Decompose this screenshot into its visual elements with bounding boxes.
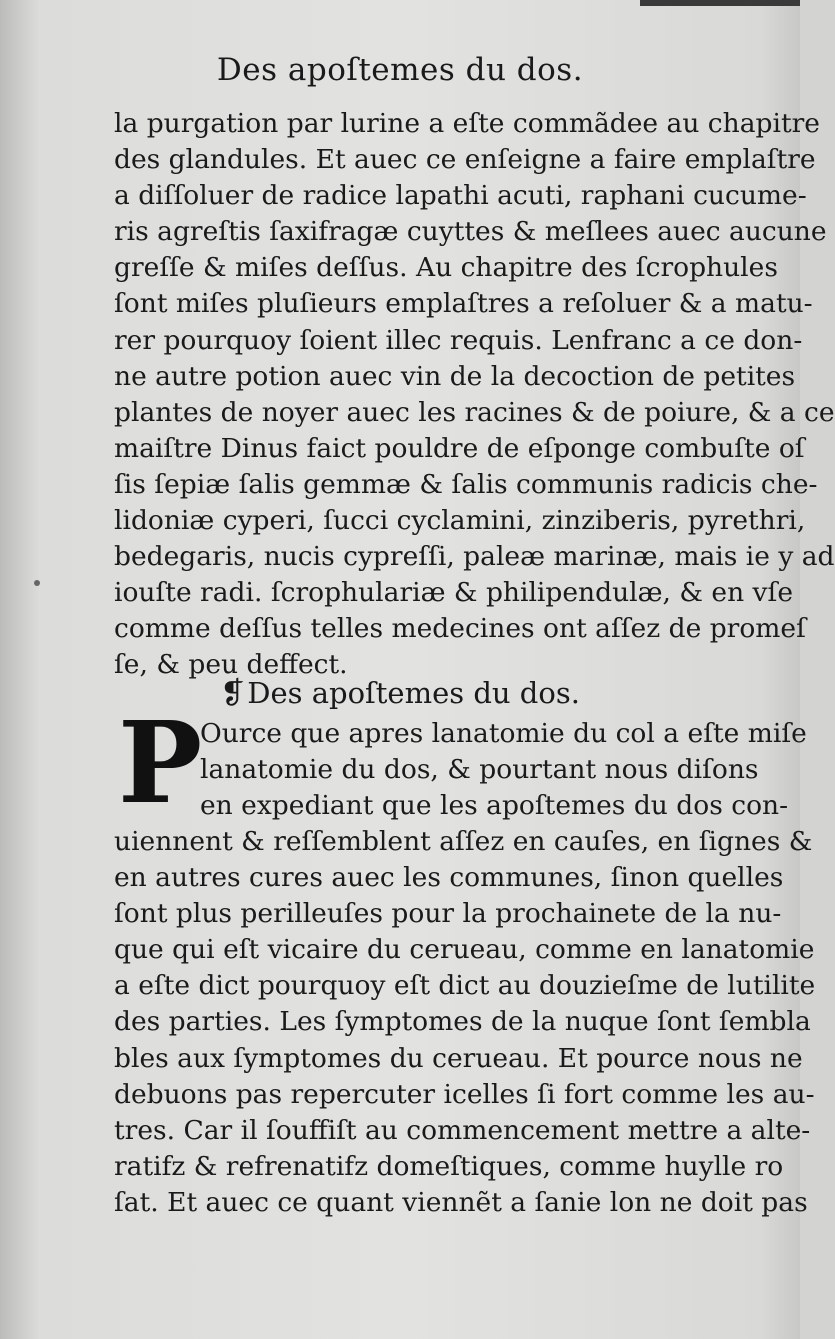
text-line: rer pourquoy ſoient illec requis. Lenfranc a ce don- xyxy=(114,324,803,356)
text-line: debuons pas repercuter icelles ſi fort comme les au- xyxy=(114,1078,815,1110)
page-edge-shadow xyxy=(640,0,800,6)
text-line: maiſtre Dinus faict pouldre de eſponge combuſte oſ xyxy=(114,432,805,464)
text-line: en expediant que les apoſtemes du dos con- xyxy=(200,790,789,822)
text-line: tres. Car il ſouffiſt au commencement mettre a alte- xyxy=(114,1114,811,1146)
paragraph-1 xyxy=(114,106,835,684)
text-line: ſe, & peu deffect. xyxy=(114,649,348,681)
text-line: comme deſſus telles medecines ont aſſez de promeſ xyxy=(114,613,806,645)
text-line: Ource que apres lanatomie du col a eſte miſe xyxy=(200,718,807,749)
paragraph-2 xyxy=(114,824,816,1221)
section-heading-text: Des apoſtemes du dos. xyxy=(247,676,580,710)
text-line: lidoniæ cyperi, ſucci cyclamini, zinziberis, pyrethri, xyxy=(114,505,806,537)
text-line: en autres cures auec les communes, ſinon quelles xyxy=(114,862,784,894)
text-line: iouſte radi. ſcrophulariæ & philipendulæ, & en vſe xyxy=(114,577,794,609)
paragraph-2-indented xyxy=(200,716,807,824)
text-line: ſont miſes pluſieurs emplaſtres a reſoluer & a matu- xyxy=(114,288,813,320)
margin-ink-spot xyxy=(34,580,40,586)
text-line: uiennent & reſſemblent aſſez en cauſes, en ſignes & xyxy=(114,826,813,857)
text-line: ſont plus perilleuſes pour la prochainete de la nu- xyxy=(114,898,782,930)
drop-cap: P xyxy=(118,698,203,829)
text-line: ſis ſepiæ ſalis gemmæ & ſalis communis radicis che- xyxy=(114,468,818,500)
text-line: plantes de noyer auec les racines & de poiure, & a ce xyxy=(114,396,835,428)
text-line: ne autre potion auec vin de la decoction de petites xyxy=(114,360,796,392)
text-line: des glandules. Et auec ce enſeigne a faire emplaſtre xyxy=(114,144,816,176)
text-line: ris agreſtis ſaxifragæ cuyttes & meſlees auec aucune xyxy=(114,216,827,248)
text-line: la purgation par lurine a eſte commãdee au chapitre xyxy=(114,108,820,139)
paragraph-mark-icon: ❡ xyxy=(220,676,246,711)
text-line: ſat. Et auec ce quant viennẽt a ſanie lon ne doit pas xyxy=(114,1186,808,1218)
text-line: bedegaris, nucis cypreſſi, paleæ marinæ, mais ie y ad xyxy=(114,541,835,573)
text-line: des parties. Les ſymptomes de la nuque ſont ſembla xyxy=(114,1006,811,1038)
text-line: ratifz & refrenatifz domeſtiques, comme huylle ro xyxy=(114,1150,784,1182)
text-line: que qui eſt vicaire du cerueau, comme en lanatomie xyxy=(114,934,815,966)
text-line: greſſe & miſes deſſus. Au chapitre des ſcrophules xyxy=(114,252,778,284)
text-line: a diſſoluer de radice lapathi acuti, raphani cucume- xyxy=(114,180,807,212)
text-line: lanatomie du dos, & pourtant nous diſons xyxy=(200,754,759,786)
text-line: a eſte dict pourquoy eſt dict au douzieſme de lutilite xyxy=(114,970,816,1002)
running-head: Des apoſtemes du dos. xyxy=(216,52,584,88)
text-line: bles aux ſymptomes du cerueau. Et pource nous ne xyxy=(114,1042,803,1074)
